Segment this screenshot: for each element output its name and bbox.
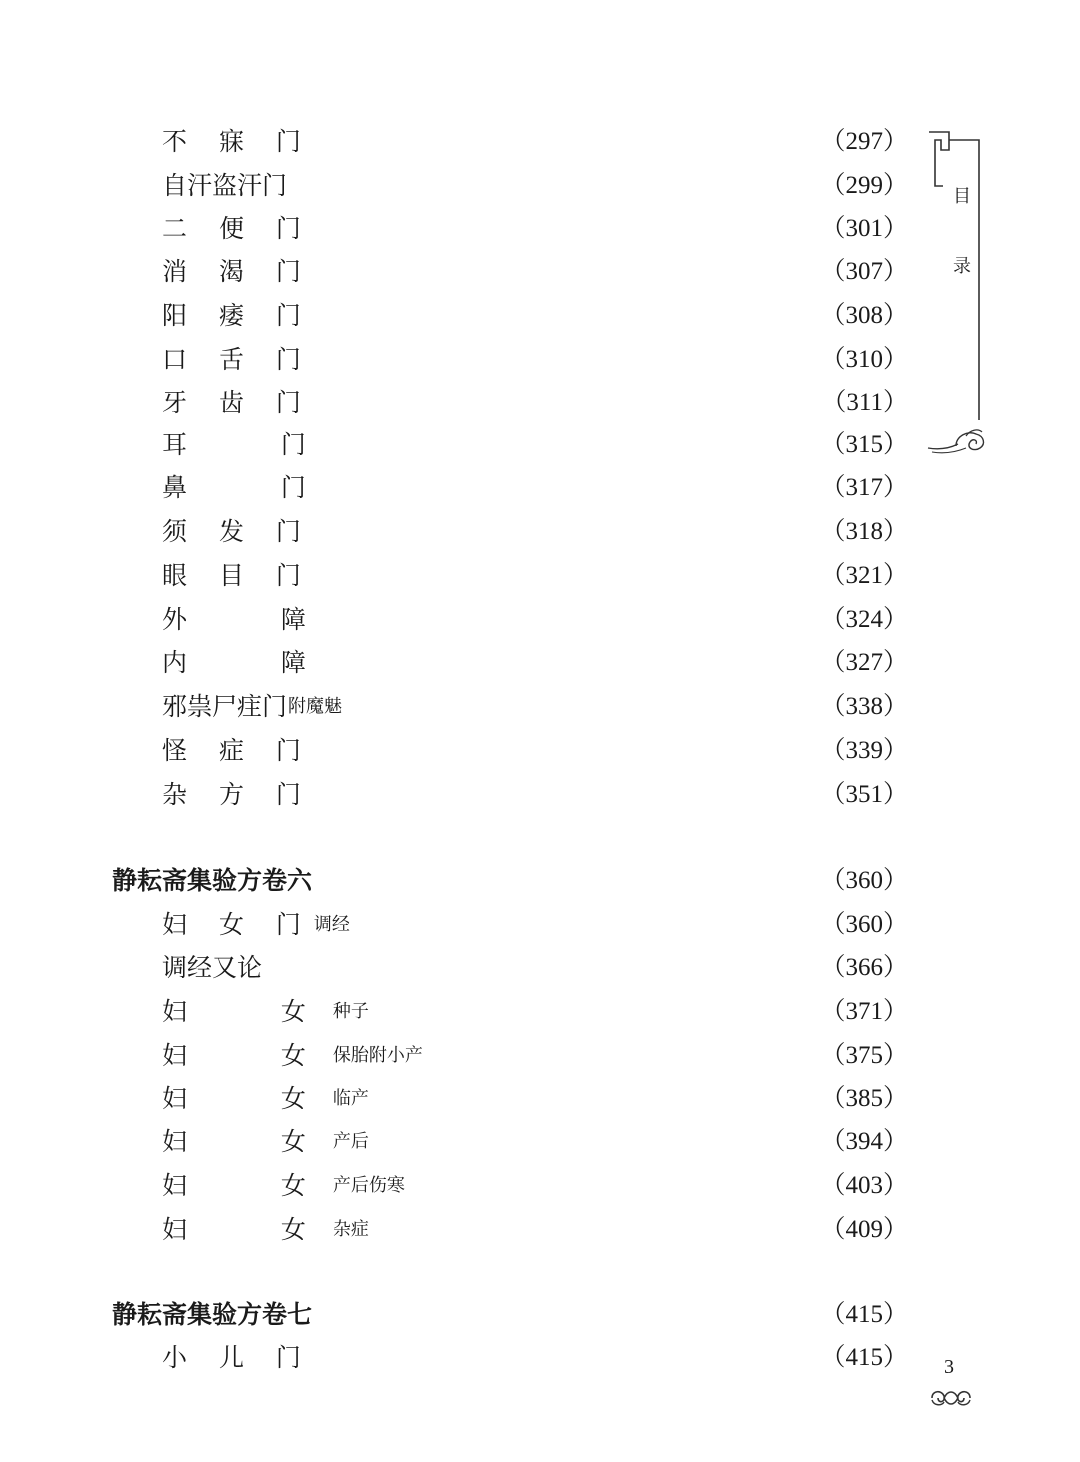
leader-dots (315, 556, 819, 596)
toc-entry[interactable] (162, 1079, 908, 1119)
entry-page: （318） (820, 518, 908, 545)
entry-page: （315） (820, 431, 908, 458)
knot-ornament-icon (928, 1384, 974, 1410)
entry-title: 内 障 (162, 648, 332, 677)
entry-page: （360） (820, 911, 908, 938)
entry-title: 妇 女 (162, 997, 332, 1026)
entry-title: 须 发 门 (162, 517, 313, 546)
entry-note: 调经 (313, 914, 350, 935)
toc-entry[interactable] (162, 731, 908, 771)
entry-page: （327） (820, 649, 908, 676)
entry-title: 鼻 门 (162, 473, 332, 502)
leader-dots (315, 512, 819, 552)
entry-title: 口 舌 门 (162, 345, 313, 374)
toc-entry[interactable] (162, 556, 908, 596)
entry-title: 妇 女 门 (162, 910, 313, 939)
entry-page: （360） (820, 867, 908, 894)
leader-dots (315, 340, 819, 380)
entry-page: （339） (820, 737, 908, 764)
toc-entry[interactable] (162, 1122, 908, 1162)
entry-page: （299） (820, 172, 908, 199)
entry-title: 阳 痿 门 (162, 301, 313, 330)
toc-entry[interactable] (162, 383, 908, 423)
leader-dots (315, 122, 819, 162)
leader-dots (334, 468, 819, 508)
entry-title: 妇 女 (162, 1171, 332, 1200)
entry-page: （366） (820, 954, 908, 981)
leader-dots (383, 1122, 819, 1162)
entry-note: 种子 (332, 1001, 369, 1022)
toc-entry[interactable] (162, 643, 908, 683)
page-number: 3 (944, 1356, 954, 1378)
leader-dots (289, 166, 818, 206)
toc-entry[interactable] (162, 1036, 908, 1076)
toc-entry[interactable] (162, 425, 908, 465)
leader-dots (334, 643, 819, 683)
toc-entry[interactable] (162, 948, 908, 988)
entry-title: 妇 女 (162, 1215, 332, 1244)
entry-title: 妇 女 (162, 1041, 332, 1070)
side-frame-ornament (927, 130, 983, 430)
cloud-ornament-icon (926, 424, 988, 458)
entry-title: 小 儿 门 (162, 1343, 313, 1372)
entry-note: 临产 (332, 1088, 369, 1109)
leader-dots (383, 1210, 819, 1250)
leader-dots (315, 209, 819, 249)
entry-page: （415） (820, 1301, 908, 1328)
entry-page: （415） (820, 1344, 908, 1371)
entry-page: （351） (820, 781, 908, 808)
entry-title: 邪祟尸疰门 (162, 692, 288, 721)
leader-dots (315, 252, 819, 292)
leader-dots (315, 1338, 819, 1378)
leader-dots (425, 1036, 819, 1076)
leader-dots (315, 383, 820, 423)
side-label-char: 目 (953, 186, 971, 207)
leader-dots (360, 687, 818, 727)
entry-page: （301） (820, 215, 908, 242)
entry-title: 杂 方 门 (162, 780, 313, 809)
leader-dots (334, 425, 819, 465)
side-label-char: 录 (953, 256, 971, 277)
entry-page: （317） (820, 474, 908, 501)
entry-page: （375） (820, 1042, 908, 1069)
entry-title: 自汗盗汗门 (162, 171, 288, 200)
entry-title: 耳 门 (162, 430, 332, 459)
leader-dots (314, 1295, 818, 1335)
entry-page: （403） (820, 1172, 908, 1199)
leader-dots (364, 905, 819, 945)
toc-entry[interactable] (162, 1166, 908, 1206)
toc-volume-heading[interactable] (112, 1295, 908, 1335)
entry-page: （310） (820, 346, 908, 373)
entry-page: （308） (820, 302, 908, 329)
toc-entry[interactable] (162, 687, 908, 727)
toc-entry[interactable] (162, 468, 908, 508)
entry-page: （297） (820, 128, 908, 155)
entry-title: 妇 女 (162, 1127, 332, 1156)
entry-page: （321） (820, 562, 908, 589)
toc-entry[interactable] (162, 600, 908, 640)
toc-entry[interactable] (162, 775, 908, 815)
entry-note: 附魔魅 (288, 696, 343, 717)
toc-entry[interactable] (162, 209, 908, 249)
toc-entry[interactable] (162, 512, 908, 552)
entry-note: 产后 (332, 1131, 369, 1152)
toc-entry[interactable] (162, 1210, 908, 1250)
toc-entry[interactable] (162, 166, 908, 206)
toc-volume-heading[interactable] (112, 861, 908, 901)
entry-page: （324） (820, 606, 908, 633)
entry-title: 二 便 门 (162, 214, 313, 243)
entry-page: （307） (820, 258, 908, 285)
leader-dots (264, 948, 818, 988)
entry-page: （371） (820, 998, 908, 1025)
toc-entry[interactable] (162, 252, 908, 292)
entry-page: （338） (820, 693, 908, 720)
entry-title: 静耘斋集验方卷六 (112, 866, 313, 895)
entry-title: 牙 齿 门 (162, 388, 313, 417)
toc-entry[interactable] (162, 992, 908, 1032)
entry-page: （409） (820, 1216, 908, 1243)
leader-dots (314, 861, 818, 901)
leader-dots (383, 992, 819, 1032)
entry-title: 怪 症 门 (162, 736, 313, 765)
entry-title: 眼 目 门 (162, 561, 313, 590)
toc-entry[interactable] (162, 1338, 908, 1378)
entry-title: 不 寐 门 (162, 127, 313, 156)
entry-page: （311） (821, 389, 908, 416)
entry-title: 静耘斋集验方卷七 (112, 1300, 313, 1329)
leader-dots (383, 1079, 819, 1119)
entry-title: 消 渴 门 (162, 257, 313, 286)
entry-title: 外 障 (162, 605, 332, 634)
leader-dots (315, 731, 819, 771)
entry-page: （394） (820, 1128, 908, 1155)
entry-title: 调经又论 (162, 953, 263, 982)
toc-entry[interactable] (162, 905, 908, 945)
leader-dots (407, 1166, 819, 1206)
leader-dots (315, 296, 819, 336)
entry-page: （385） (820, 1085, 908, 1112)
entry-title: 妇 女 (162, 1084, 332, 1113)
entry-note: 保胎附小产 (332, 1045, 423, 1066)
toc-entry[interactable] (162, 122, 908, 162)
entry-note: 产后伤寒 (332, 1175, 405, 1196)
toc-entry[interactable] (162, 296, 908, 336)
toc-entry[interactable] (162, 340, 908, 380)
leader-dots (334, 600, 819, 640)
leader-dots (315, 775, 819, 815)
entry-note: 杂症 (332, 1219, 369, 1240)
